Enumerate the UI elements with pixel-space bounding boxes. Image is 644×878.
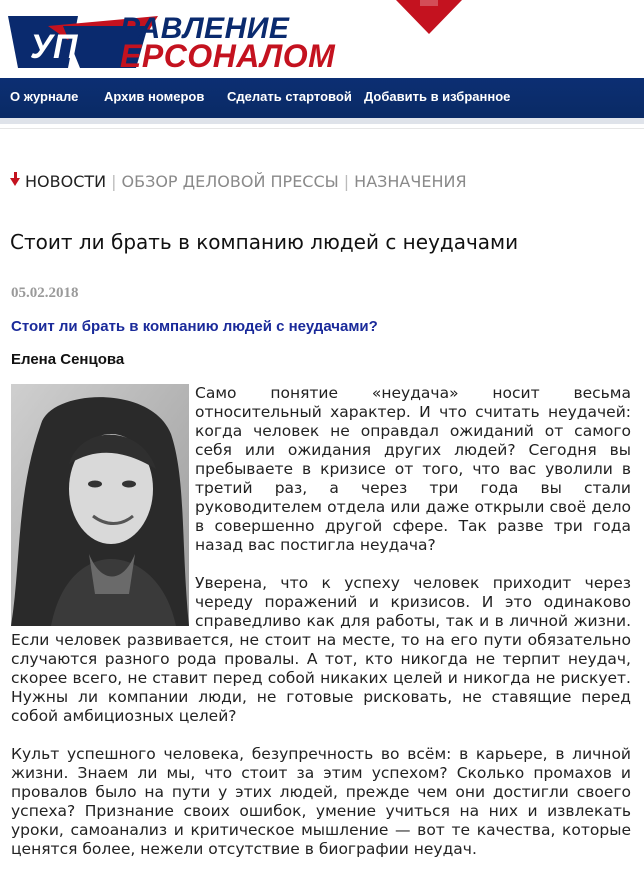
logo-text-line2: ЕРСОНАЛОМ: [120, 38, 336, 74]
article-title: Стоит ли брать в компанию людей с неудачами: [10, 230, 519, 254]
logo-text-line1: РАВЛЕНИЕ: [120, 12, 290, 45]
article-subtitle-link[interactable]: Стоит ли брать в компанию людей с неудачами?: [11, 318, 378, 335]
nav-item-archive[interactable]: Архив номеров: [104, 89, 205, 104]
article-author: Елена Сенцова: [11, 351, 125, 368]
tab-separator: |: [343, 172, 350, 191]
top-navigation: [0, 78, 644, 124]
site-logo[interactable]: [8, 4, 398, 72]
section-tabs: [10, 172, 467, 191]
tab-separator: |: [111, 172, 117, 191]
article-date: 05.02.2018: [11, 285, 79, 301]
author-photo: [11, 384, 189, 626]
tab-appointments[interactable]: НАЗНАЧЕНИЯ: [354, 172, 467, 191]
tab-press-review[interactable]: ОБЗОР ДЕЛОВОЙ ПРЕССЫ: [121, 172, 339, 191]
red-arrow-decoration-icon: [396, 0, 462, 34]
red-down-arrow-icon: [10, 178, 20, 186]
article-paragraph: Уверена, что к успеху человек приходит через череду поражений и кризисов. И это одинаково справедливо как для работы, так и в личной жизни. Если человек развивается, не стоит на месте, то на его пути обязательно случаются разного рода провалы. А тот, кто никогда не терпит неудач, скорее всего, не ставит перед собой никаких целей и никогда не рискует. Нужны ли компании люди, не готовые рисковать, не ставящие перед собой амбициозных целей?: [11, 574, 631, 725]
nav-item-about[interactable]: О журнале: [10, 89, 79, 104]
nav-item-make-homepage[interactable]: Сделать стартовой: [227, 89, 352, 104]
nav-item-add-favorites[interactable]: Добавить в избранное: [364, 89, 511, 104]
tab-news[interactable]: НОВОСТИ: [25, 172, 107, 191]
article-paragraph: Само понятие «неудача» носит весьма относительный характер. И что считать неудачей: когда человек не оправдал ожиданий от самого себя или ожидания других людей? Сегодня вы пребываете в кризисе от того, что вас уволили в третий раз, а через три года вы стали руководителем отдела или даже открыли своё дело в совершенно другой сфере. Так разве три года назад вас постигла неудача?: [195, 384, 631, 554]
header-divider: [0, 128, 644, 129]
logo-mark-letters: УП: [30, 28, 78, 66]
site-header: [0, 0, 644, 78]
article-paragraph: Культ успешного человека, безупречность во всём: в карьере, в личной жизни. Знаем ли мы, что стоит за этим успехом? Сколько промахов и провалов было на пути у этих людей, прежде чем они достигли своего успеха? Признание своих ошибок, умение учиться на них и извлекать уроки, самоанализ и критическое мышление — вот те качества, которые ценятся более, нежели отсутствие в биографии неудач.: [11, 745, 631, 858]
article-body: [11, 384, 631, 878]
